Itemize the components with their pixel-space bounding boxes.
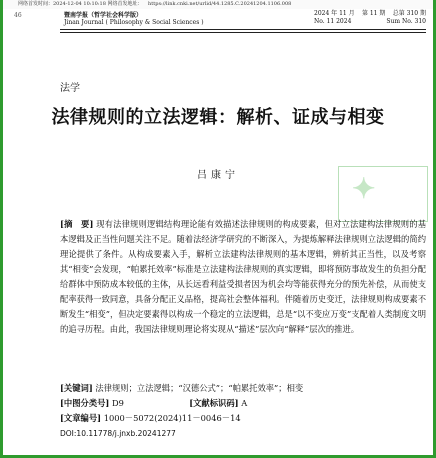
doc-code-label: [文献标识码]	[189, 398, 239, 408]
abstract	[60, 217, 426, 337]
classification-line	[60, 396, 426, 411]
clc-label: [中图分类号]	[60, 398, 110, 408]
online-first-url[interactable]: https://link.cnki.net/urlid/44.1285.C.20241204.1106.008	[148, 1, 292, 7]
article-number-value: 1000－5072(2024)11－0046－14	[103, 413, 241, 423]
online-first-bar	[0, 0, 436, 9]
keywords-label: [关键词]	[60, 383, 93, 393]
watermark-glyph: ✦	[352, 172, 376, 205]
article-title: 法律规则的立法逻辑：解析、证成与相变	[51, 107, 385, 128]
issue-volume: 第 11 期	[361, 10, 386, 17]
issue-info	[314, 10, 426, 26]
header-rule-thick	[60, 29, 426, 30]
keywords-line	[60, 381, 426, 396]
keywords-value: 法律规则；立法逻辑；“汉德公式”；“帕累托效率”；相变	[95, 383, 304, 393]
issue-number-en: No. 11 2024	[314, 18, 352, 25]
doi-line[interactable]: DOI:10.11778/j.jnxb.20241277	[60, 429, 176, 438]
article-number-label: [文章编号]	[60, 413, 102, 423]
page-number: 46	[14, 12, 22, 19]
clc-value: D9	[111, 398, 124, 408]
section-label: 法学	[60, 83, 80, 94]
issue-total-cn: 总第 310 期	[392, 10, 426, 17]
abstract-text: 现有法律规则逻辑结构理论能有效描述法律规则的构成要素，但对立法建构法律规则的基本逻辑及正当性问题关注不足。随着法经济学研究的不断深入，为提炼解释法律规则立法逻辑的简约理论提供了条件。从构成要素入手，解析立法建构法律规则的基本逻辑，辨析其正当性，以及考察其“相变”会发现，“帕累托效率”标准是立法建构法律规则的真实逻辑，即将预防事故发生的负担分配给群体中预防成本较低的主体，从长远看利益受损者因为机会均等能获得充分的预先补偿，从而使支配率获得一致同意，具备分配正义品格，提高社会整体福利。伴随着历史变迁，法律规则构成要素不断发生“相变”，但决定要素得以构成一个稳定的立法逻辑，总是“以不变应万变”支配着人类制度文明的追寻历程。由此，我国法律规则理论将实现从“描述”层次向“解释”层次的推进。	[60, 219, 427, 334]
doc-code-value: A	[241, 398, 248, 408]
article-number-line	[60, 411, 426, 426]
issue-total-en: Sum No. 310	[386, 18, 426, 25]
journal-title-cn: 暨南学报（哲学社会科学版）	[64, 12, 143, 19]
journal-title-en: Jinan Journal ( Philosophy & Social Sciences )	[64, 19, 204, 26]
issue-year: 2024 年 11 月	[314, 10, 355, 17]
article-author: 吕康宁	[197, 170, 239, 181]
header-rule-thin	[60, 32, 426, 33]
online-first-note: 网络首发时间：2024-12-04 10:10:18 网络首发地址：	[18, 1, 143, 7]
abstract-label: [摘 要]	[60, 219, 94, 229]
